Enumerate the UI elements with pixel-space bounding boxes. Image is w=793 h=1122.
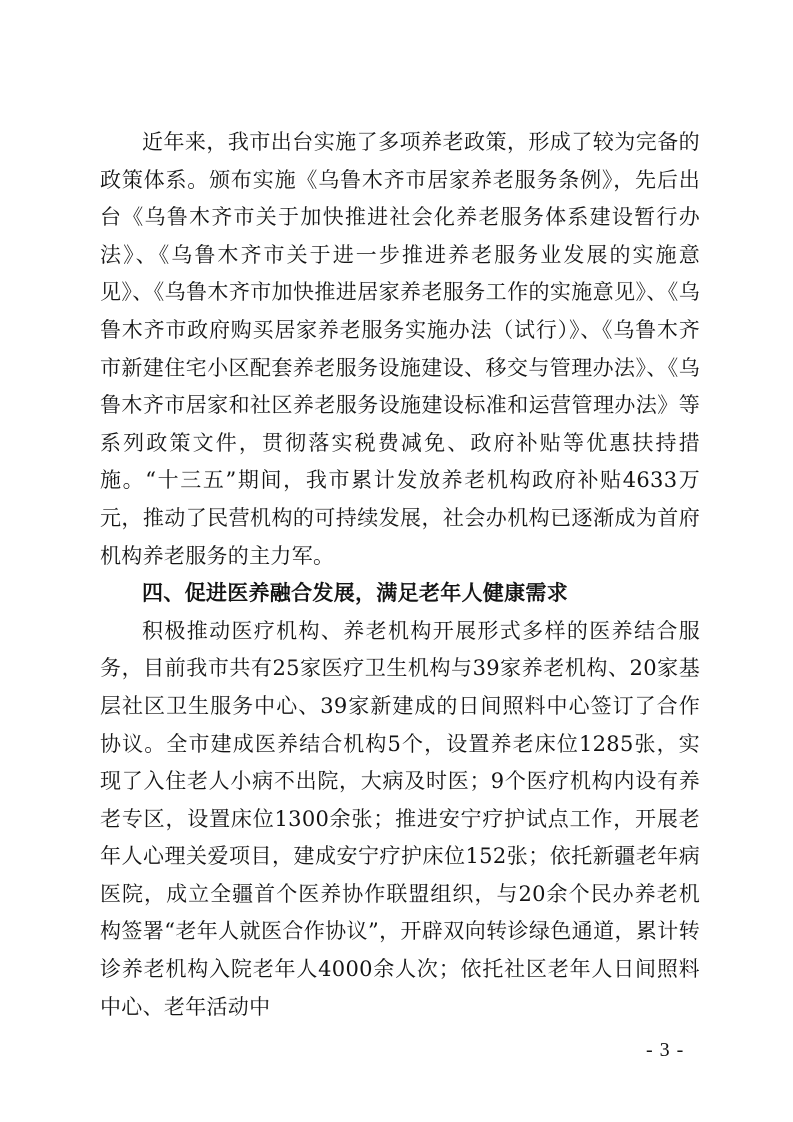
page-number: - 3 - xyxy=(646,1039,685,1061)
medical-care-paragraph: 积极推动医疗机构、养老机构开展形式多样的医养结合服务，目前我市共有25家医疗卫生机构与39家养老机构、20家基层社区卫生服务中心、39家新建成的日间照料中心签订了合作协议。全市建成医养结合机构5个，设置养老床位1285张，实现了入住老人小病不出院，大病及时医；9个医疗机构内设有养老专区，设置床位1300余张；推进安宁疗护试点工作，开展老年人心理关爱项目，建成安宁疗护床位152张；依托新疆老年病医院，成立全疆首个医养协作联盟组织，与20余个民办养老机构签署“老年人就医合作协议”，开辟双向转诊绿色通道，累计转诊养老机构入院老年人4000余人次；依托社区老年人日间照料中心、老年活动中 xyxy=(100,618,700,1019)
body-text xyxy=(100,124,700,1026)
section-heading: 四、促进医养融合发展，满足老年人健康需求 xyxy=(142,581,568,606)
policy-paragraph: 近年来，我市出台实施了多项养老政策，形成了较为完备的政策体系。颁布实施《乌鲁木齐市居家养老服务条例》，先后出台《乌鲁木齐市关于加快推进社会化养老服务体系建设暂行办法》、《乌鲁木齐市关于进一步推进养老服务业发展的实施意见》、《乌鲁木齐市加快推进居家养老服务工作的实施意见》、《乌鲁木齐市政府购买居家养老服务实施办法（试行）》、《乌鲁木齐市新建住宅小区配套养老服务设施建设、移交与管理办法》、《乌鲁木齐市居家和社区养老服务设施建设标准和运营管理办法》等系列政策文件，贯彻落实税费减免、政府补贴等优惠扶持措施。“十三五”期间，我市累计发放养老机构政府补贴4633万元，推动了民营机构的可持续发展，社会办机构已逐渐成为首府机构养老服务的主力军。 xyxy=(100,130,700,568)
